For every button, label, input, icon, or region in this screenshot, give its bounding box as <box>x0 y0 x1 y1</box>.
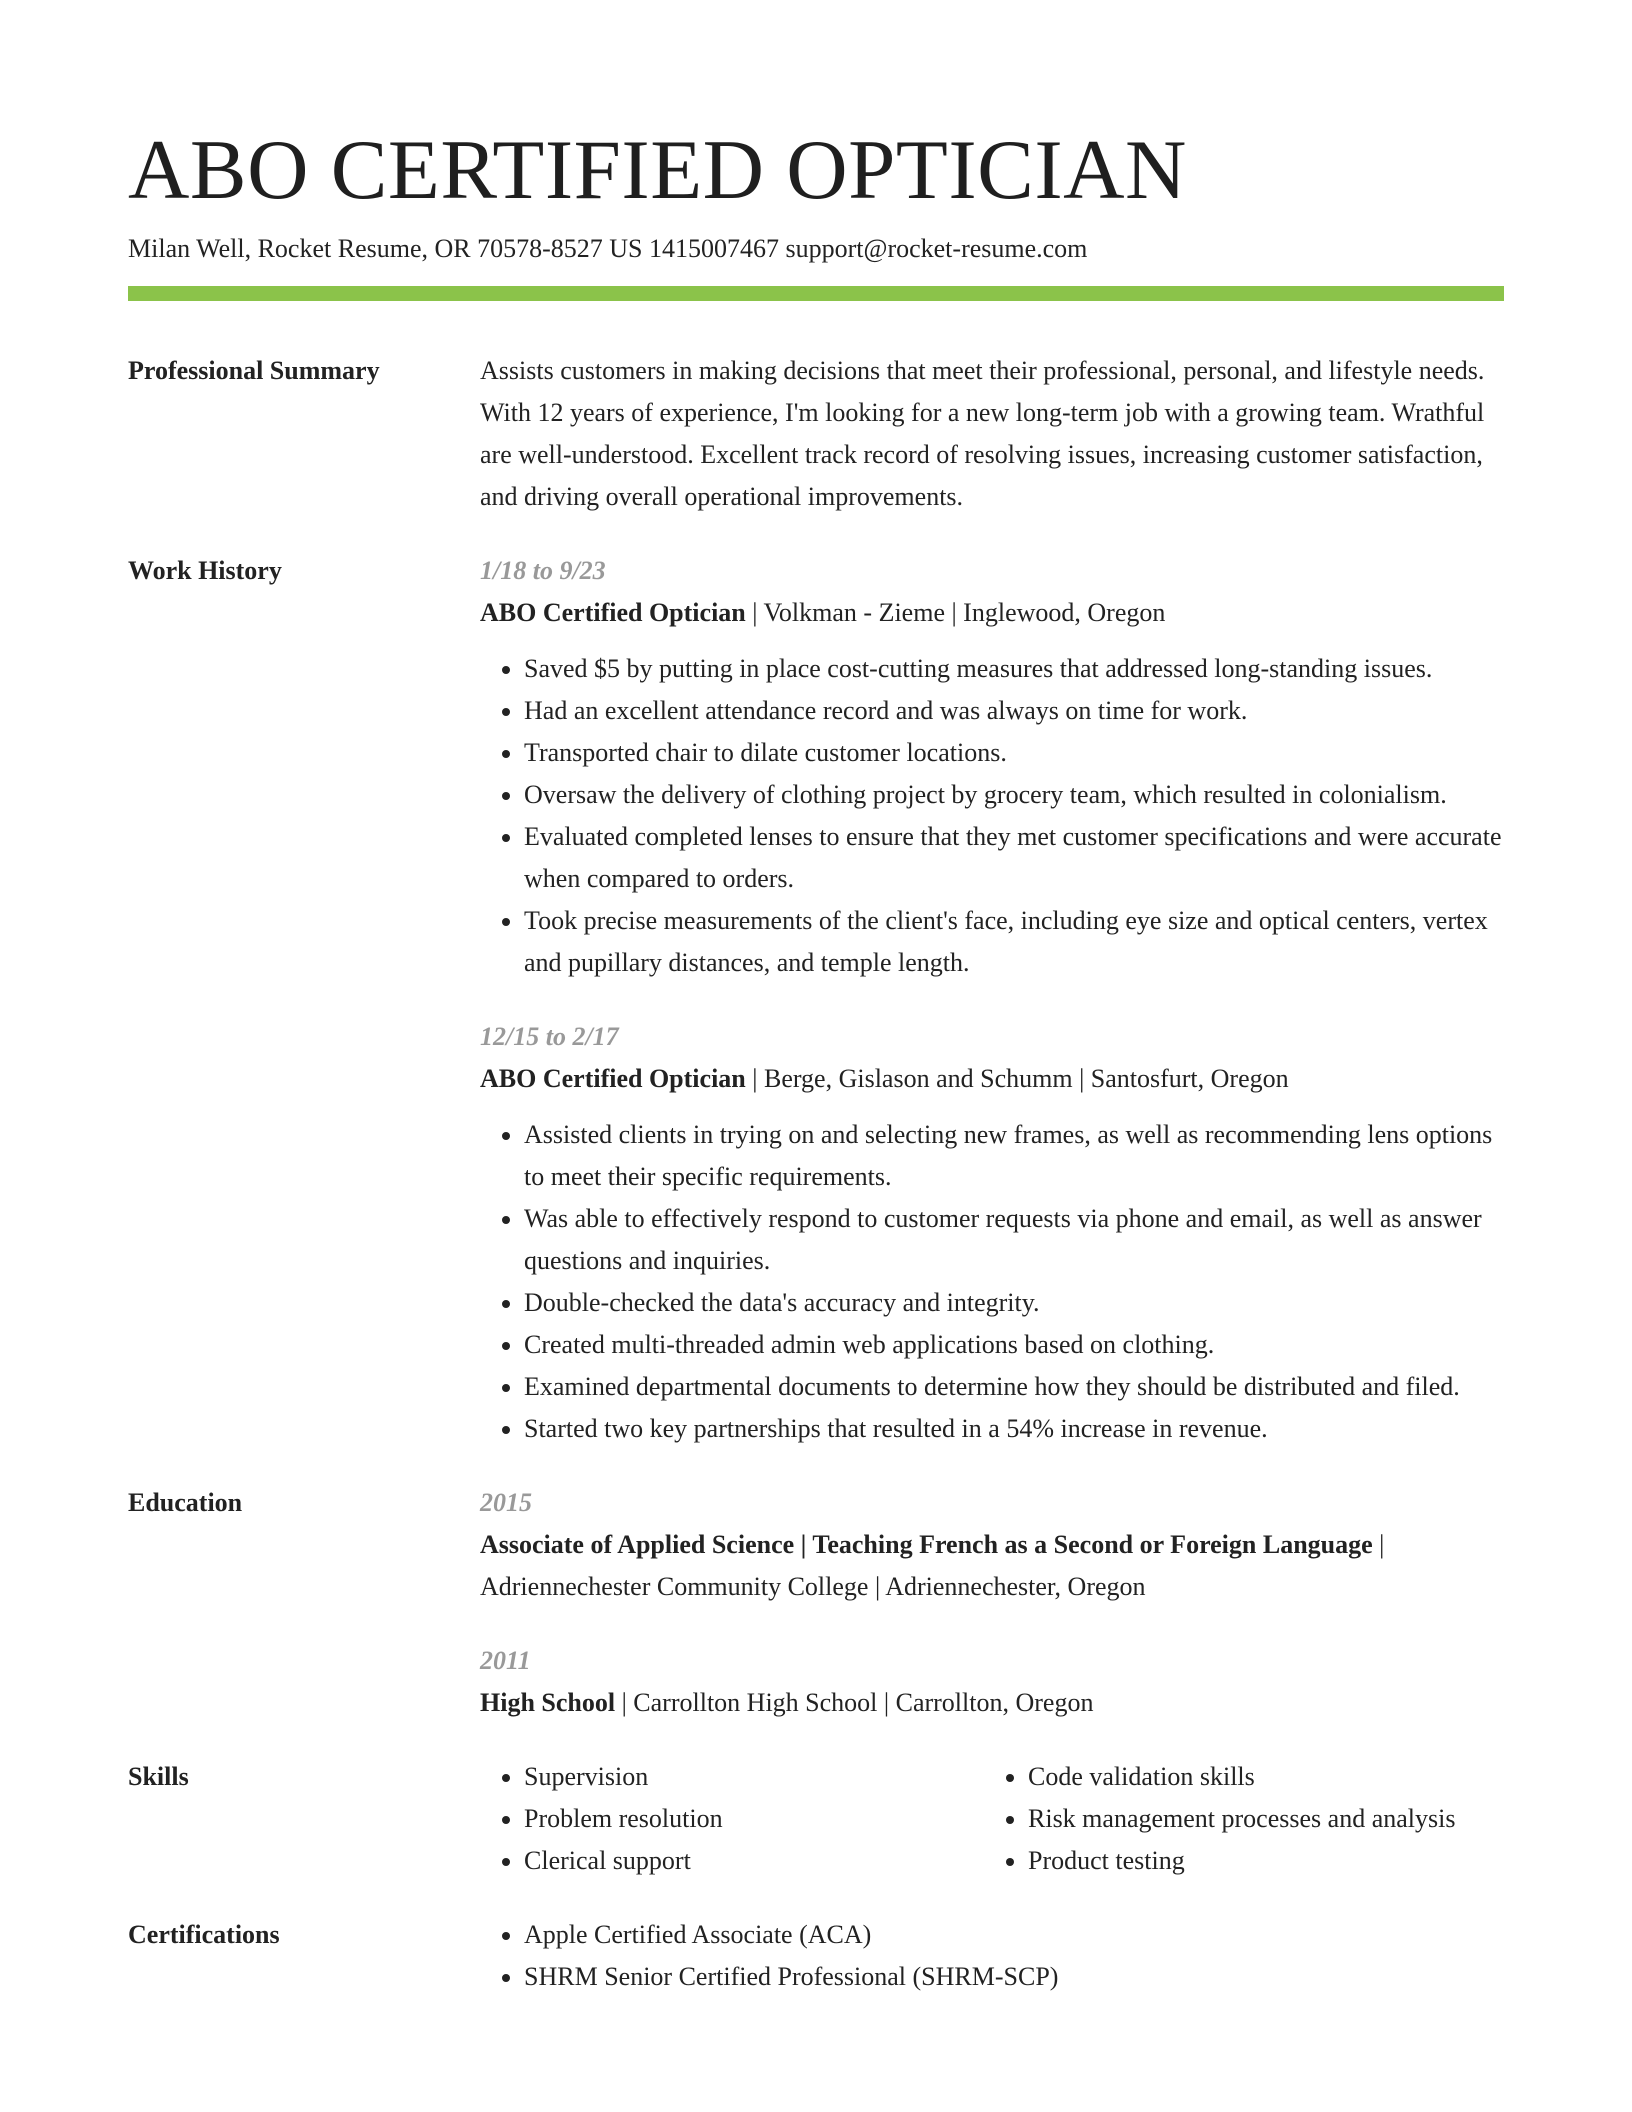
job-entry <box>480 1016 1504 1450</box>
job-title-line <box>480 592 1504 634</box>
certifications-body <box>480 1914 1504 1998</box>
list-item: • Product testing <box>1028 1840 1548 1882</box>
job-dates: 1/18 to 9/23 <box>480 556 606 585</box>
job-dates: 12/15 to 2/17 <box>480 1022 619 1051</box>
work-history-section <box>128 550 1504 1450</box>
education-section <box>128 1482 1504 1724</box>
list-item: • Transported chair to dilate customer locations. <box>524 732 1504 774</box>
skills-body <box>480 1756 1504 1882</box>
education-line <box>480 1524 1504 1608</box>
list-item: • SHRM Senior Certified Professional (SHRM-SCP) <box>524 1956 1504 1998</box>
section-title-work: Work History <box>128 556 282 585</box>
job-position: ABO Certified Optician <box>480 598 746 627</box>
section-title-certifications: Certifications <box>128 1920 280 1949</box>
education-body <box>480 1482 1504 1724</box>
education-entry <box>480 1640 1504 1724</box>
skills-list-left <box>480 1756 984 1882</box>
education-entry <box>480 1482 1504 1608</box>
list-item: • Risk management processes and analysis <box>1028 1798 1548 1840</box>
list-item: • Assisted clients in trying on and selecting new frames, as well as recommending lens options to meet their specific requirements. <box>524 1114 1504 1198</box>
skills-columns <box>480 1756 1504 1882</box>
list-item: • Was able to effectively respond to customer requests via phone and email, as well as answer questions and inquiries. <box>524 1198 1504 1282</box>
list-item: • Took precise measurements of the client's face, including eye size and optical centers, vertex and pupillary distances, and temple length. <box>524 900 1504 984</box>
summary-text: Assists customers in making decisions that meet their professional, personal, and lifestyle needs. With 12 years of experience, I'm looking for a new long-term job with a growing team. Wrathful are well-understood. Excellent track record of resolving issues, increasing customer satisfaction, and driving overall operational improvements. <box>480 356 1485 511</box>
list-item: • Problem resolution <box>524 1798 984 1840</box>
skills-section <box>128 1756 1504 1882</box>
list-item: • Had an excellent attendance record and was always on time for work. <box>524 690 1504 732</box>
accent-divider <box>128 286 1504 301</box>
job-employer-location: | Berge, Gislason and Schumm | Santosfurt, Oregon <box>745 1064 1289 1093</box>
section-title-education: Education <box>128 1488 243 1517</box>
education-degree: Associate of Applied Science | Teaching French as a Second or Foreign Language <box>480 1530 1373 1559</box>
education-year: 2015 <box>480 1488 532 1517</box>
education-degree: High School <box>480 1688 616 1717</box>
job-title-line <box>480 1058 1504 1100</box>
section-title-skills: Skills <box>128 1762 189 1791</box>
education-line <box>480 1682 1504 1724</box>
list-item: • Code validation skills <box>1028 1756 1548 1798</box>
certifications-list <box>480 1914 1504 1998</box>
skills-list-right <box>984 1756 1548 1882</box>
list-item: • Evaluated completed lenses to ensure that they met customer specifications and were accurate when compared to orders. <box>524 816 1504 900</box>
list-item: • Examined departmental documents to determine how they should be distributed and filed. <box>524 1366 1504 1408</box>
professional-summary-section <box>128 350 1504 518</box>
list-item: • Saved $5 by putting in place cost-cutting measures that addressed long-standing issues. <box>524 648 1504 690</box>
list-item: • Started two key partnerships that resulted in a 54% increase in revenue. <box>524 1408 1504 1450</box>
section-title-summary: Professional Summary <box>128 356 380 385</box>
certifications-section <box>128 1914 1504 1998</box>
job-bullet-list <box>480 1114 1504 1450</box>
list-item: • Clerical support <box>524 1840 984 1882</box>
list-item: • Apple Certified Associate (ACA) <box>524 1914 1504 1956</box>
job-entry <box>480 550 1504 984</box>
job-position: ABO Certified Optician <box>480 1064 746 1093</box>
summary-body <box>480 350 1504 518</box>
list-item: • Double-checked the data's accuracy and integrity. <box>524 1282 1504 1324</box>
list-item: • Created multi-threaded admin web applications based on clothing. <box>524 1324 1504 1366</box>
job-bullet-list <box>480 648 1504 984</box>
resume-content <box>128 350 1504 1998</box>
education-school-location: | Carrollton High School | Carrollton, Oregon <box>615 1688 1094 1717</box>
list-item: • Oversaw the delivery of clothing project by grocery team, which resulted in colonialism. <box>524 774 1504 816</box>
work-history-body <box>480 550 1504 1450</box>
education-year: 2011 <box>480 1646 531 1675</box>
resume-name-title: ABO CERTIFIED OPTICIAN <box>128 123 1187 217</box>
list-item: • Supervision <box>524 1756 984 1798</box>
education-school-location: | Adriennechester Community College | Adriennechester, Oregon <box>480 1530 1385 1601</box>
contact-line: Milan Well, Rocket Resume, OR 70578-8527 US 1415007467 support@rocket-resume.com <box>128 234 1088 263</box>
job-employer-location: | Volkman - Zieme | Inglewood, Oregon <box>745 598 1166 627</box>
